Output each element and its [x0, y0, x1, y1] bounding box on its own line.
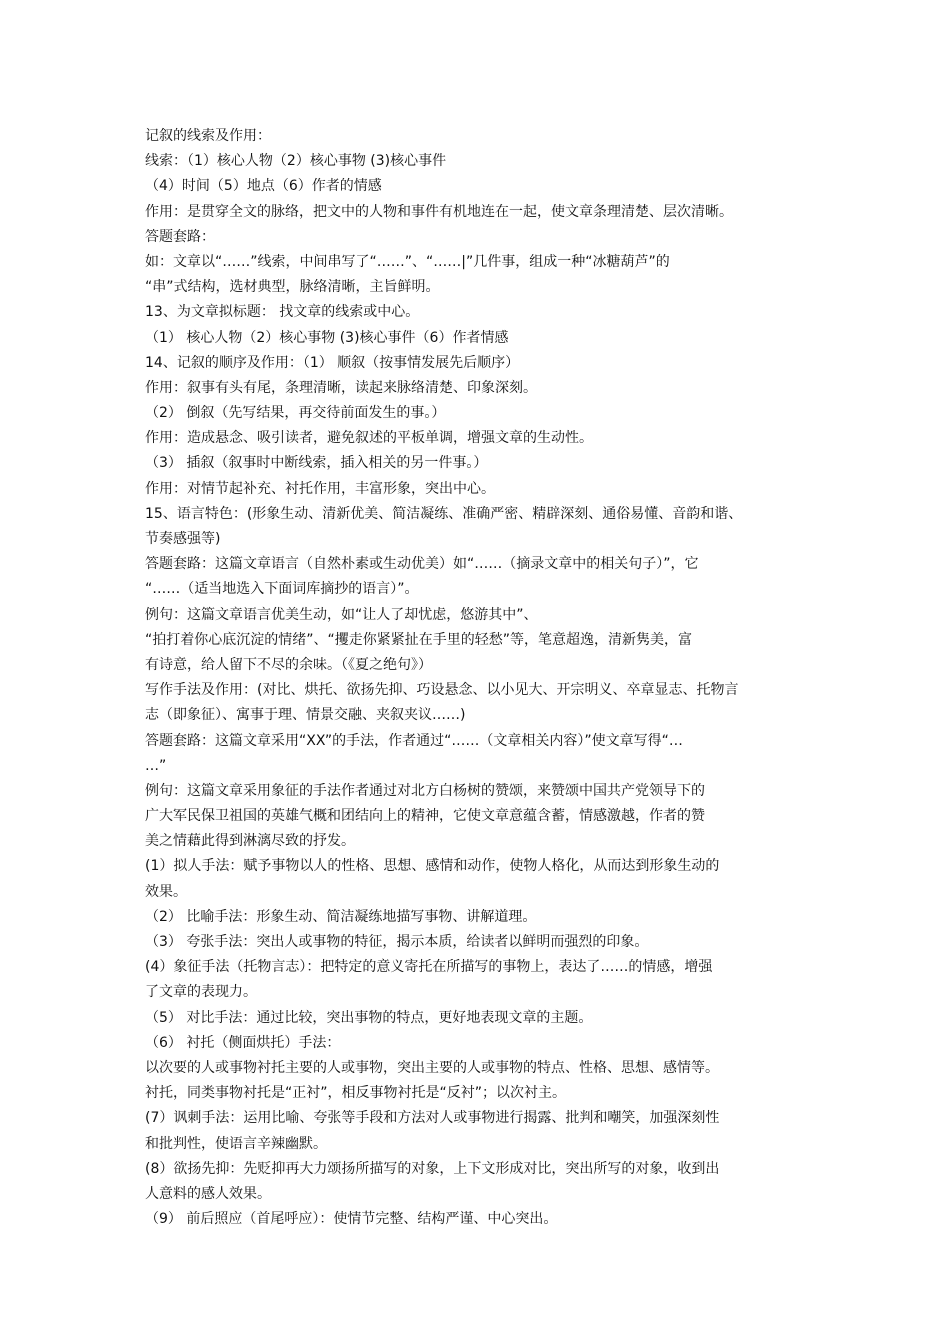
text-line: 以次要的人或事物衬托主要的人或事物，突出主要的人或事物的特点、性格、思想、感情等。	[145, 1059, 719, 1076]
text-line: 衬托，同类事物衬托是“正衬”，相反事物衬托是“反衬”；以次衬主。	[145, 1085, 567, 1102]
text-line: 如：文章以“……”线索，中间串写了“……”、“……|”几件事，组成一种“冰糖葫芦”的	[145, 253, 670, 270]
text-line: 记叙的线索及作用：	[145, 128, 271, 144]
text-line: （1） 核心人物（2）核心事物 (3)核心事件（6）作者情感	[145, 329, 509, 346]
text-line: 答题套路：这篇文章采用“XX”的手法，作者通过“……（文章相关内容）”使文章写得“…	[145, 732, 683, 749]
text-line: “串”式结构，选材典型，脉络清晰，主旨鲜明。	[145, 279, 440, 296]
document-body	[145, 124, 825, 1232]
text-line: （9） 前后照应（首尾呼应）：使情节完整、结构严谨、中心突出。	[145, 1211, 558, 1228]
text-line: 13、为文章拟标题： 找文章的线索或中心。	[145, 304, 420, 321]
text-line: 例句：这篇文章语言优美生动，如“让人了却忧虑，悠游其中”、	[145, 606, 538, 623]
text-line: “……（适当地选入下面词库摘抄的语言）”。	[145, 581, 419, 598]
text-line: 效果。	[145, 883, 187, 900]
text-line: (1）拟人手法：赋予事物以人的性格、思想、感情和动作，使物人格化，从而达到形象生动的	[145, 858, 720, 875]
text-line: 人意料的感人效果。	[145, 1185, 271, 1202]
text-line: （5） 对比手法：通过比较，突出事物的特点，更好地表现文章的主题。	[145, 1009, 593, 1026]
text-line: 美之情藉此得到淋漓尽致的抒发。	[145, 833, 355, 850]
text-line: 节奏感强等)	[145, 531, 221, 547]
text-line: 线索：（1）核心人物（2）核心事物 (3)核心事件	[145, 153, 447, 170]
text-line: 作用：对情节起补充、衬托作用，丰富形象，突出中心。	[145, 480, 495, 497]
text-line: 作用：造成悬念、吸引读者，避免叙述的平板单调，增强文章的生动性。	[145, 430, 593, 447]
text-line: “拍打着你心底沉淀的情绪”、“攫走你紧紧扯在手里的轻愁”等，笔意超逸，清新隽美，富	[145, 631, 693, 648]
text-line: 和批判性，使语言辛辣幽默。	[145, 1135, 327, 1152]
text-line: （2） 比喻手法：形象生动、简洁凝练地描写事物、讲解道理。	[145, 908, 537, 925]
text-line: （3） 夸张手法：突出人或事物的特征，揭示本质，给读者以鲜明而强烈的印象。	[145, 934, 649, 950]
text-line: （3） 插叙（叙事时中断线索，插入相关的另一件事。）	[145, 455, 488, 472]
text-line: （2） 倒叙（先写结果，再交待前面发生的事。）	[145, 405, 446, 422]
text-line: 答题套路：这篇文章语言（自然朴素或生动优美）如“……（摘录文章中的相关句子）”，它	[145, 556, 699, 573]
text-line: 15、语言特色：(形象生动、清新优美、简洁凝练、准确严密、精辟深刻、通俗易懂、音韵和谐、	[145, 505, 743, 522]
text-line: 作用：是贯穿全文的脉络，把文中的人物和事件有机地连在一起，使文章条理清楚、层次清晰。	[145, 203, 733, 220]
text-line: 有诗意，给人留下不尽的余味。（《夏之绝句》）	[145, 656, 432, 673]
text-line: 例句：这篇文章采用象征的手法作者通过对北方白杨树的赞颂，来赞颂中国共产党领导下的	[145, 782, 705, 799]
text-line: 作用：叙事有头有尾，条理清晰，读起来脉络清楚、印象深刻。	[145, 379, 537, 396]
text-line: （6） 衬托（侧面烘托）手法：	[145, 1034, 341, 1051]
text-line: 答题套路：	[145, 228, 215, 245]
text-line: (7）讽刺手法：运用比喻、夸张等手段和方法对人或事物进行揭露、批判和嘲笑，加强深刻性	[145, 1110, 720, 1127]
text-line: …”	[145, 757, 167, 774]
text-line: (4）象征手法（托物言志）：把特定的意义寄托在所描写的事物上，表达了……的情感，增强	[145, 959, 713, 976]
text-line: 广大军民保卫祖国的英雄气概和团结向上的精神，它使文章意蕴含蓄，情感激越，作者的赞	[145, 808, 705, 825]
text-line: 志（即象征）、寓事于理、情景交融、夹叙夹议……)	[145, 707, 466, 724]
text-line: 写作手法及作用：(对比、烘托、欲扬先抑、巧设悬念、以小见大、开宗明义、卒章显志、托物言	[145, 682, 739, 699]
text-line: 14、记叙的顺序及作用：（1） 顺叙（按事情发展先后顺序）	[145, 354, 520, 371]
text-line: 了文章的表现力。	[145, 984, 257, 1001]
text-line: (8）欲扬先抑：先贬抑再大力颂扬所描写的对象，上下文形成对比，突出所写的对象，收到出	[145, 1160, 720, 1177]
text-line: （4）时间（5）地点（6）作者的情感	[145, 178, 382, 195]
